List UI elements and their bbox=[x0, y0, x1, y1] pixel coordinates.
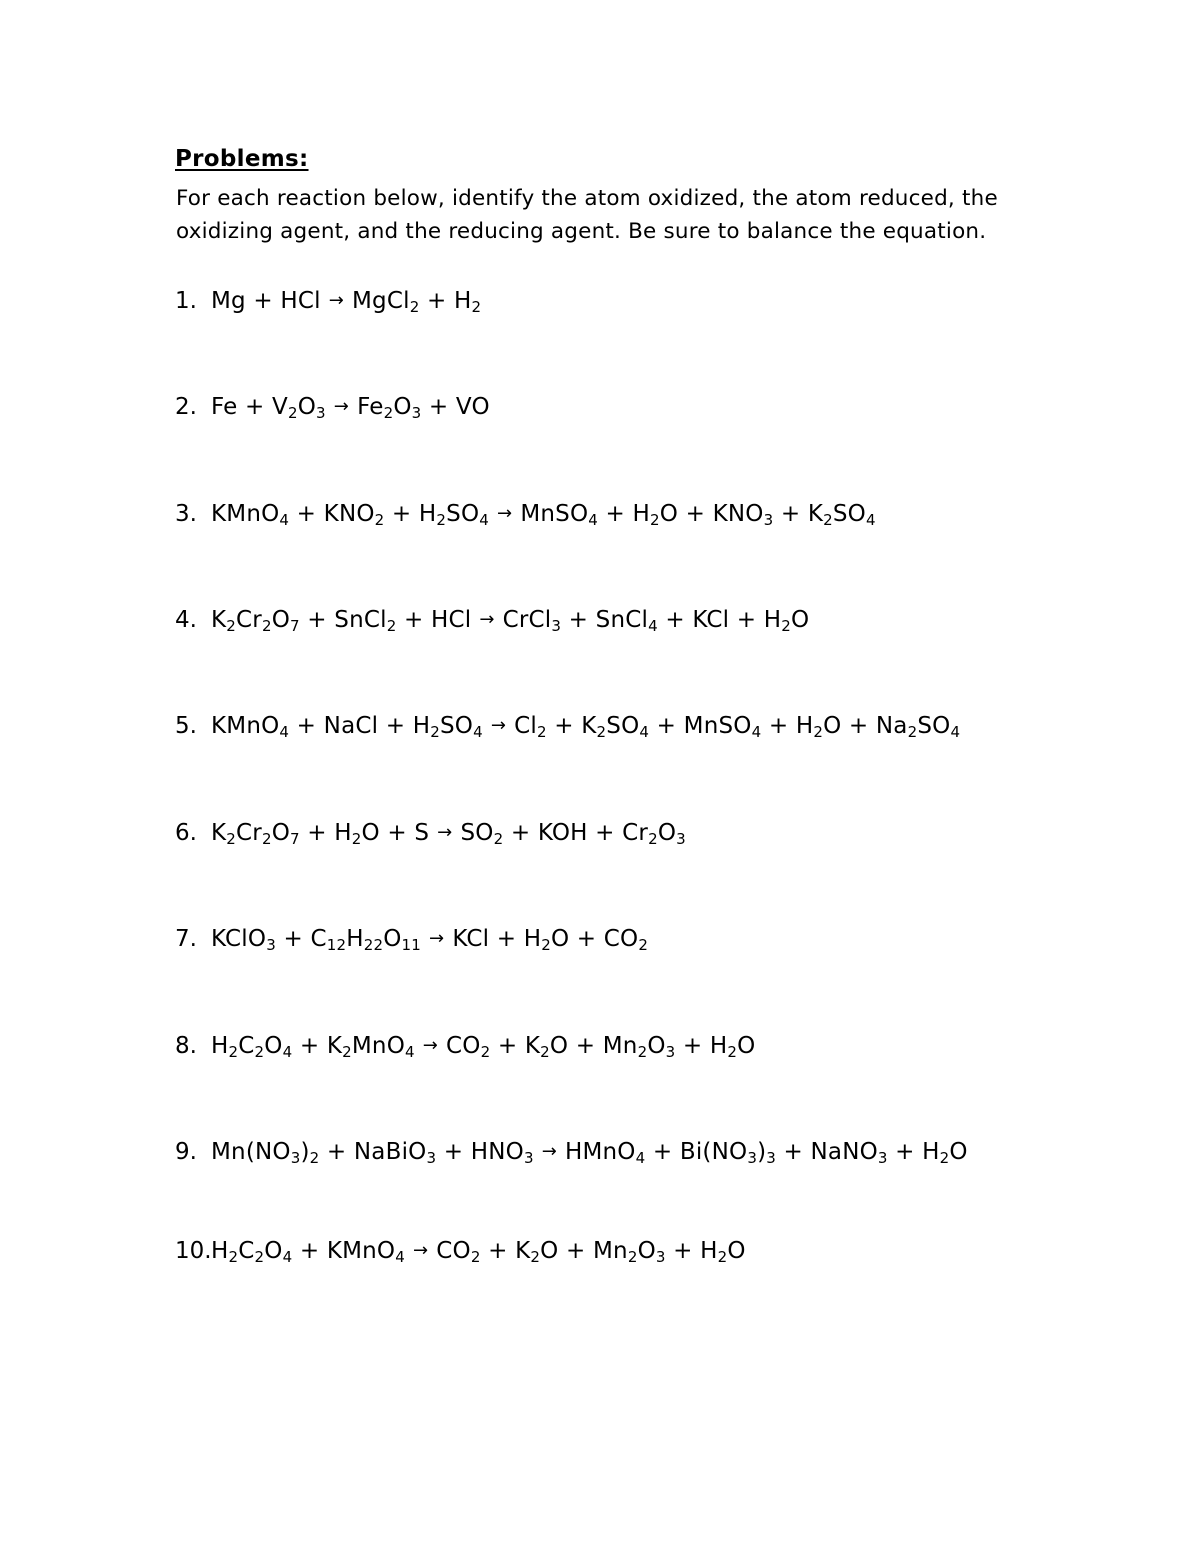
problem-5 bbox=[0, 713, 1100, 753]
chemical-formula: $V_2O_3$ bbox=[272, 394, 326, 422]
chemical-formula: NaBiO$_3$ bbox=[353, 1139, 437, 1167]
chemical-formula: KMnO$_4$ bbox=[326, 1238, 405, 1266]
chemical-formula: MgCl$_2$ bbox=[352, 288, 420, 316]
chemical-equation: $Mn(NO_3)_2$ + NaBiO$_3$ + $HNO_3$ → HMnO$_4$ + $Bi(NO_3)_3$ + NaNO$_3$ + $H_2O$ bbox=[211, 1139, 968, 1167]
problem-number: 1. bbox=[175, 288, 197, 314]
chemical-formula: $H_2O$ bbox=[334, 820, 380, 848]
chemical-formula: VO bbox=[455, 394, 490, 420]
chemical-formula: HCl bbox=[430, 607, 472, 633]
problem-1 bbox=[0, 288, 1100, 328]
chemical-equation: $Fe + V_2O_3 \to Fe_2O_3$ + VO bbox=[211, 394, 490, 422]
chemical-formula: $Mn(NO_3)_2$ bbox=[211, 1139, 320, 1167]
chemical-formula: KCl bbox=[452, 926, 490, 952]
chemical-formula: $Cl_2$ bbox=[514, 713, 547, 741]
problem-number: 10. bbox=[175, 1238, 212, 1264]
problem-number: 6. bbox=[175, 820, 197, 846]
chemical-formula: KOH bbox=[537, 820, 588, 846]
chemical-formula: $K_2Cr_2O_7$ bbox=[211, 820, 300, 848]
chemical-formula: HCl bbox=[280, 288, 321, 314]
chemical-equation: $K_2Cr_2O_7$ + SnCl$_2$ + HCl → CrCl$_3$ + SnCl$_4$ + KCl + $H_2O$ bbox=[211, 607, 810, 635]
problem-2 bbox=[0, 394, 1100, 434]
chemical-formula: $H_2$ bbox=[453, 288, 482, 316]
chemical-formula: $Na_2SO_4$ bbox=[875, 713, 961, 741]
chemical-formula: $H_2O$ bbox=[922, 1139, 968, 1167]
chemical-formula: $H_2O$ bbox=[523, 926, 570, 954]
chemical-formula: $SO_2$ bbox=[460, 820, 504, 848]
chemical-formula: $K_2O$ bbox=[515, 1238, 559, 1266]
problem-number: 3. bbox=[175, 501, 197, 527]
problem-3 bbox=[0, 501, 1100, 541]
chemical-formula: $Mn_2O_3$ bbox=[592, 1238, 666, 1266]
chemical-formula: $H_2SO_4$ bbox=[418, 501, 490, 529]
chemical-formula: NaCl bbox=[323, 713, 379, 739]
chemical-formula: SnCl$_2$ bbox=[334, 607, 397, 635]
reaction-arrow-icon: → bbox=[429, 928, 445, 949]
problem-10 bbox=[0, 1238, 1100, 1278]
chemical-formula: MnSO$_4$ bbox=[683, 713, 762, 741]
problem-number: 5. bbox=[175, 713, 197, 739]
chemical-formula: Fe bbox=[211, 394, 238, 420]
chemical-formula: KClO$_3$ bbox=[211, 926, 276, 954]
chemical-formula: CrCl$_3$ bbox=[502, 607, 562, 635]
reaction-arrow-icon: → bbox=[497, 503, 513, 524]
chemical-formula: $Fe_2O_3$ bbox=[357, 394, 422, 422]
chemical-formula: $H_2O$ bbox=[763, 607, 810, 635]
chemical-equation: $H_2C_2O_4 + K_2MnO_4 \to CO_2 + K_2O + Mn_2O_3 + H_2O$ bbox=[211, 1033, 756, 1061]
chemical-formula: KMnO$_4$ bbox=[211, 501, 290, 529]
problem-number: 2. bbox=[175, 394, 197, 420]
problem-6 bbox=[0, 820, 1100, 860]
chemical-formula: $HNO_3$ bbox=[470, 1139, 534, 1167]
chemical-formula: $Cr_2O_3$ bbox=[622, 820, 686, 848]
reaction-arrow-icon: → bbox=[413, 1240, 429, 1261]
problem-8 bbox=[0, 1033, 1100, 1073]
chemical-formula: $CO_2$ bbox=[603, 926, 649, 954]
chemical-formula: Mg bbox=[211, 288, 246, 314]
chemical-equation: $H_2C_2O_4$ + KMnO$_4$ → $CO_2 + K_2O + Mn_2O_3 + H_2O$ bbox=[211, 1238, 746, 1266]
chemical-formula: $H_2SO_4$ bbox=[412, 713, 483, 741]
chemical-formula: $K_2MnO_4$ bbox=[326, 1033, 415, 1061]
chemical-formula: $KNO_3$ bbox=[712, 501, 774, 529]
chemical-equation: KMnO$_4$ + $KNO_2 + H_2SO_4$ → MnSO$_4$ + $H_2O + KNO_3 + K_2SO_4$ bbox=[211, 501, 876, 529]
reaction-arrow-icon: → bbox=[490, 715, 507, 736]
chemical-formula: NaNO$_3$ bbox=[810, 1139, 888, 1167]
chemical-formula: $H_2C_2O_4$ bbox=[211, 1033, 293, 1061]
reaction-arrow-icon: → bbox=[422, 1035, 439, 1056]
reaction-arrow-icon: → bbox=[328, 290, 345, 311]
problem-9 bbox=[0, 1139, 1100, 1179]
instructions-text: For each reaction below, identify the atom oxidized, the atom reduced, the oxidizing agent, and the reducing agent. Be sure to balance the equation. bbox=[176, 186, 998, 244]
chemical-formula: $Bi(NO_3)_3$ bbox=[679, 1139, 776, 1167]
chemical-formula: MnSO$_4$ bbox=[520, 501, 599, 529]
chemical-equation: $K_2Cr_2O_7 + H_2O + S \to SO_2$ + KOH + $Cr_2O_3$ bbox=[211, 820, 686, 848]
reaction-arrow-icon: → bbox=[541, 1141, 557, 1162]
problem-4 bbox=[0, 607, 1100, 647]
chemical-formula: KCl bbox=[692, 607, 730, 633]
chemical-formula: $K_2O$ bbox=[524, 1033, 569, 1061]
chemical-formula: $H_2C_2O_4$ bbox=[211, 1238, 293, 1266]
chemical-formula: $C_{12}H_{22}O_{11}$ bbox=[310, 926, 422, 954]
chemical-formula: KMnO$_4$ bbox=[211, 713, 290, 741]
chemical-formula: SnCl$_4$ bbox=[595, 607, 658, 635]
problem-number: 7. bbox=[175, 926, 197, 952]
chemical-formula: $CO_2$ bbox=[446, 1033, 491, 1061]
problems-heading: Problems: bbox=[175, 146, 309, 172]
problem-number: 8. bbox=[175, 1033, 197, 1059]
chemical-equation: KClO$_3$ + $C_{12}H_{22}O_{11}$ → KCl + $H_2O + CO_2$ bbox=[211, 926, 649, 954]
chemical-formula: $K_2Cr_2O_7$ bbox=[211, 607, 300, 635]
chemical-formula: $CO_2$ bbox=[436, 1238, 481, 1266]
problem-7 bbox=[0, 926, 1100, 966]
chemical-formula: $H_2O$ bbox=[700, 1238, 746, 1266]
chemical-formula: $H_2O$ bbox=[709, 1033, 756, 1061]
problem-number: 9. bbox=[175, 1139, 197, 1165]
chemical-formula: $H_2O$ bbox=[795, 713, 842, 741]
chemical-formula: S bbox=[414, 820, 430, 846]
problem-number: 4. bbox=[175, 607, 197, 633]
chemical-formula: HMnO$_4$ bbox=[564, 1139, 646, 1167]
reaction-arrow-icon: → bbox=[479, 609, 495, 630]
chemical-equation: Mg + HCl → MgCl$_2$ + $H_2$ bbox=[211, 288, 482, 316]
reaction-arrow-icon: → bbox=[437, 822, 453, 843]
reaction-arrow-icon: → bbox=[333, 396, 350, 417]
chemical-formula: $KNO_2$ bbox=[323, 501, 385, 529]
chemical-formula: $K_2SO_4$ bbox=[581, 713, 650, 741]
chemical-equation: KMnO$_4$ + NaCl + $H_2SO_4 \to Cl_2 + K_2SO_4$ + MnSO$_4$ + $H_2O + Na_2SO_4$ bbox=[211, 713, 961, 741]
chemical-formula: $Mn_2O_3$ bbox=[602, 1033, 676, 1061]
chemical-formula: $K_2SO_4$ bbox=[807, 501, 876, 529]
chemical-formula: $H_2O$ bbox=[632, 501, 679, 529]
